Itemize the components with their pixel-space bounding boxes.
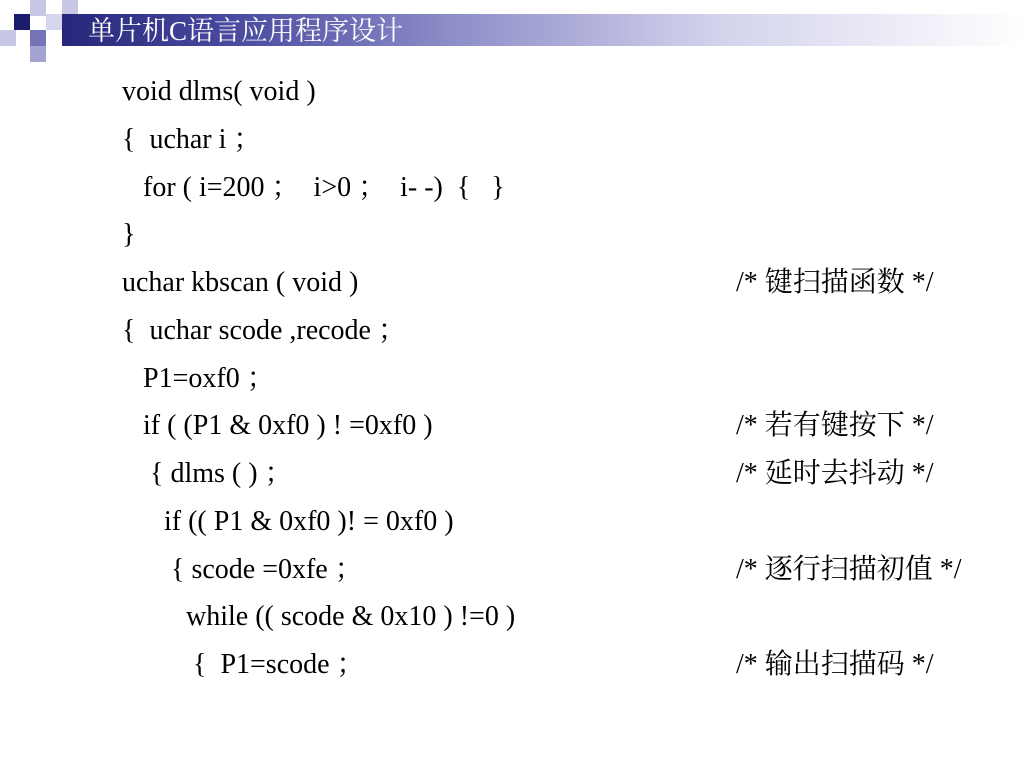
code-line	[0, 593, 1024, 641]
code-text: { P1=scode ；	[193, 649, 365, 680]
code-comment: /* 延时去抖动 */	[736, 458, 934, 489]
code-line	[0, 164, 1024, 212]
code-text: for ( i=200 ； i>0 ； i- -) { }	[143, 171, 505, 203]
code-line	[0, 116, 1024, 164]
code-line	[0, 355, 1024, 403]
code-line	[0, 641, 1024, 689]
code-line	[0, 259, 1024, 307]
code-line	[0, 402, 1024, 450]
code-line	[0, 546, 1024, 594]
code-text: { dlms ( ) ；	[150, 458, 293, 489]
code-line	[0, 68, 1024, 116]
code-text: { scode =0xfe ；	[171, 553, 363, 585]
code-line	[0, 211, 1024, 259]
code-comment: /* 逐行扫描初值 */	[736, 553, 962, 585]
code-text: while (( scode & 0x10 ) !=0 )	[186, 601, 516, 633]
code-text: if ( (P1 & 0xf0 ) ! =0xf0 )	[143, 410, 433, 442]
code-line	[0, 498, 1024, 546]
code-comment: /* 键扫描函数 */	[736, 267, 934, 298]
code-line	[0, 450, 1024, 498]
code-text: uchar kbscan ( void )	[122, 267, 359, 298]
code-comment: /* 输出扫描码 */	[736, 649, 934, 680]
code-text: P1=oxf0 ；	[143, 362, 275, 394]
code-comment: /* 若有键按下 */	[736, 410, 934, 442]
slide-title: 单片机C语言应用程序设计	[88, 16, 404, 46]
code-line	[0, 307, 1024, 355]
code-text: if (( P1 & 0xf0 )! = 0xf0 )	[164, 505, 454, 537]
code-text: }	[122, 219, 136, 251]
code-text: { uchar i ；	[122, 124, 262, 155]
code-text: { uchar scode ,recode ；	[122, 314, 406, 346]
code-text: void dlms( void )	[122, 76, 316, 107]
